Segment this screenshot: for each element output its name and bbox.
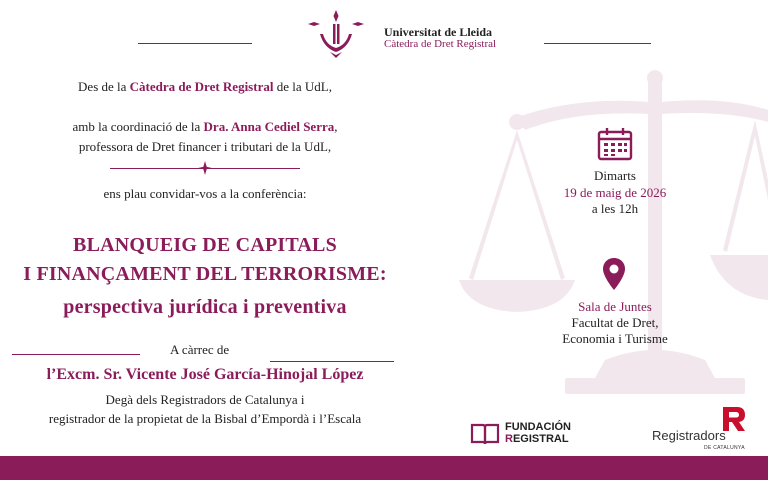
diamond-ornament-icon [198,161,212,175]
intro-line-3: professora de Dret financer i tributari de la UdL, [78,139,332,154]
speaker-name: l’Excm. Sr. Vicente José García-Hinojal López [46,366,364,383]
university-name: Universitat de Lleida [384,25,492,39]
chair-name: Càtedra de Dret Registral [384,38,497,50]
event-place-1: Facultat de Dret, [571,315,659,330]
calendar-icon [597,127,633,161]
speaker-role-1: Degà dels Registradors de Catalunya i [105,392,305,407]
event-date: 19 de maig de 2026 [563,185,667,200]
intro-line-4: ens plau convidar-vos a la conferència: [103,186,307,201]
title-line-1: BLANQUEIG DE CAPITALS [73,234,337,256]
scale-of-justice-icon [455,60,768,420]
title-line-3: perspectiva jurídica i preventiva [63,296,347,318]
event-venue: Sala de Juntes [578,299,652,314]
book-logo-icon [470,422,500,446]
speaker-label: A càrrec de [170,342,230,357]
header-rule-left [138,43,252,44]
university-logo-icon [300,8,372,60]
intro-line-1: Des de la Càtedra de Dret Registral de la UdL, [78,79,332,94]
title-line-2: I FINANÇAMENT DEL TERRORISME: [23,263,387,285]
event-day: Dimarts [594,168,636,183]
event-time: a les 12h [591,201,639,216]
fundacion-registral-logo: FUNDACIÓN REGISTRAL [505,421,571,445]
header-rule-right [544,43,651,44]
event-place-2: Economia i Turisme [562,331,668,346]
speaker-rule-left [12,354,140,355]
registradors-sub: DE CATALUNYA [704,445,745,451]
footer-bar [0,456,768,480]
registradors-name: Registradors [652,428,726,443]
location-pin-icon [602,257,626,291]
intro-line-2: amb la coordinació de la Dra. Anna Cediel Serra, [72,119,338,134]
speaker-role-2: registrador de la propietat de la Bisbal d’Empordà i l’Escala [48,411,362,426]
speaker-rule-right [270,361,394,362]
